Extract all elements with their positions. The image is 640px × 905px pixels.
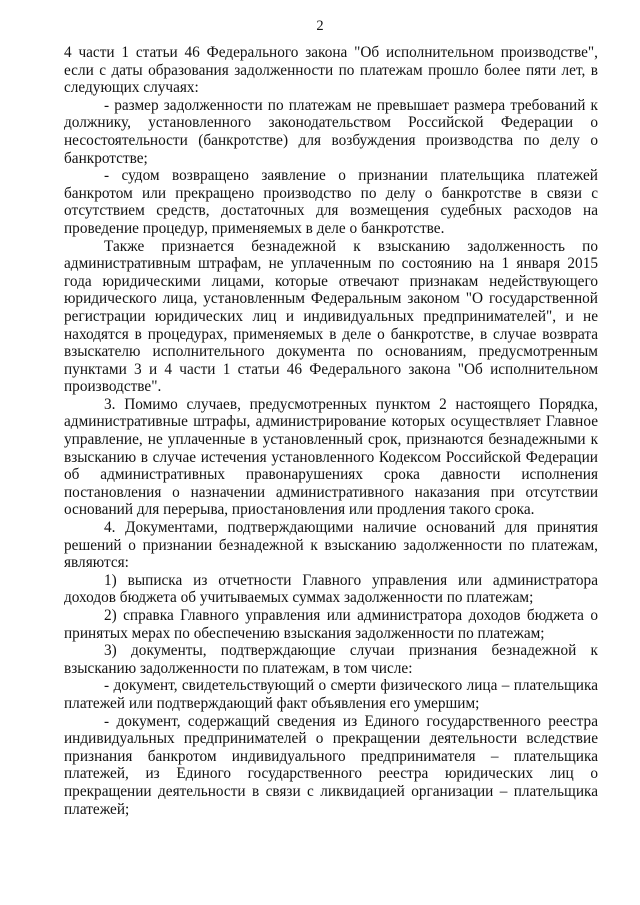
paragraph-bullet-death: - документ, свидетельствующий о смерти физического лица – плательщика платежей или подтверждающий факт объявления его умершим; <box>64 677 598 712</box>
paragraph-item-1: 1) выписка из отчетности Главного управления или администратора доходов бюджета об учитываемых суммах задолженности по платежам; <box>64 571 598 607</box>
paragraph-bullet-registry: - документ, содержащий сведения из Единого государственного реестра индивидуальных предпринимателей о прекращении деятельности вследствие признания банкротом индивидуального предпринимателя – плательщика платежей, из Единого государственного реестра юридических лиц о прекращении деятельности в связи с ликвидацией организации – плательщика платежей; <box>64 712 598 818</box>
paragraph-fines-2015: Также признается безнадежной к взысканию задолженность по административным штрафам, не уплаченным по состоянию на 1 января 2015 года юридическими лицами, которые отвечают признакам недействующего юридического лица, установленным Федеральным законом "О государственной регистрации юридических лиц и индивидуальных предпринимателей", и не находятся в процедурах, применяемых в деле о банкротстве, в случае возврата взыскателю исполнительного документа по основаниям, предусмотренным пунктами 3 и 4 части 1 статьи 46 Федерального закона "Об исполнительном производстве". <box>64 237 598 396</box>
paragraph-bullet-court: - судом возвращено заявление о признании плательщика платежей банкротом или прекращено производство по делу о банкротстве в связи с отсутствием средств, достаточных для возмещения судебных расходов на проведение процедур, применяемых в деле о банкротстве. <box>64 167 598 237</box>
document-body <box>64 44 598 818</box>
page-number: 2 <box>316 18 324 34</box>
paragraph-section-3: 3. Помимо случаев, предусмотренных пунктом 2 настоящего Порядка, административные штрафы, администрирование которых осуществляет Главное управление, не уплаченные в установленный срок, признаются безнадежными к взысканию в случае истечения установленного Кодексом Российской Федерации об административных правонарушениях срока давности исполнения постановления о назначении административного наказания при отсутствии оснований для перерыва, приостановления или продления такого срока. <box>64 395 598 519</box>
paragraph-item-2: 2) справка Главного управления или администратора доходов бюджета о принятых мерах по обеспечению взыскания задолженности по платежам; <box>64 607 598 642</box>
paragraph-continuation: 4 части 1 статьи 46 Федерального закона "Об исполнительном производстве", если с даты образования задолженности по платежам прошло более пяти лет, в следующих случаях: <box>64 44 598 97</box>
paragraph-item-3: 3) документы, подтверждающие случаи признания безнадежной к взысканию задолженности по платежам, в том числе: <box>64 642 598 677</box>
paragraph-bullet-amount: - размер задолженности по платежам не превышает размера требований к должнику, установленного законодательством Российской Федерации о несостоятельности (банкротстве) для возбуждения производства по делу о банкротстве; <box>64 96 598 167</box>
paragraph-section-4: 4. Документами, подтверждающими наличие оснований для принятия решений о признании безнадежной к взысканию задолженности по платежам, являются: <box>64 519 598 572</box>
